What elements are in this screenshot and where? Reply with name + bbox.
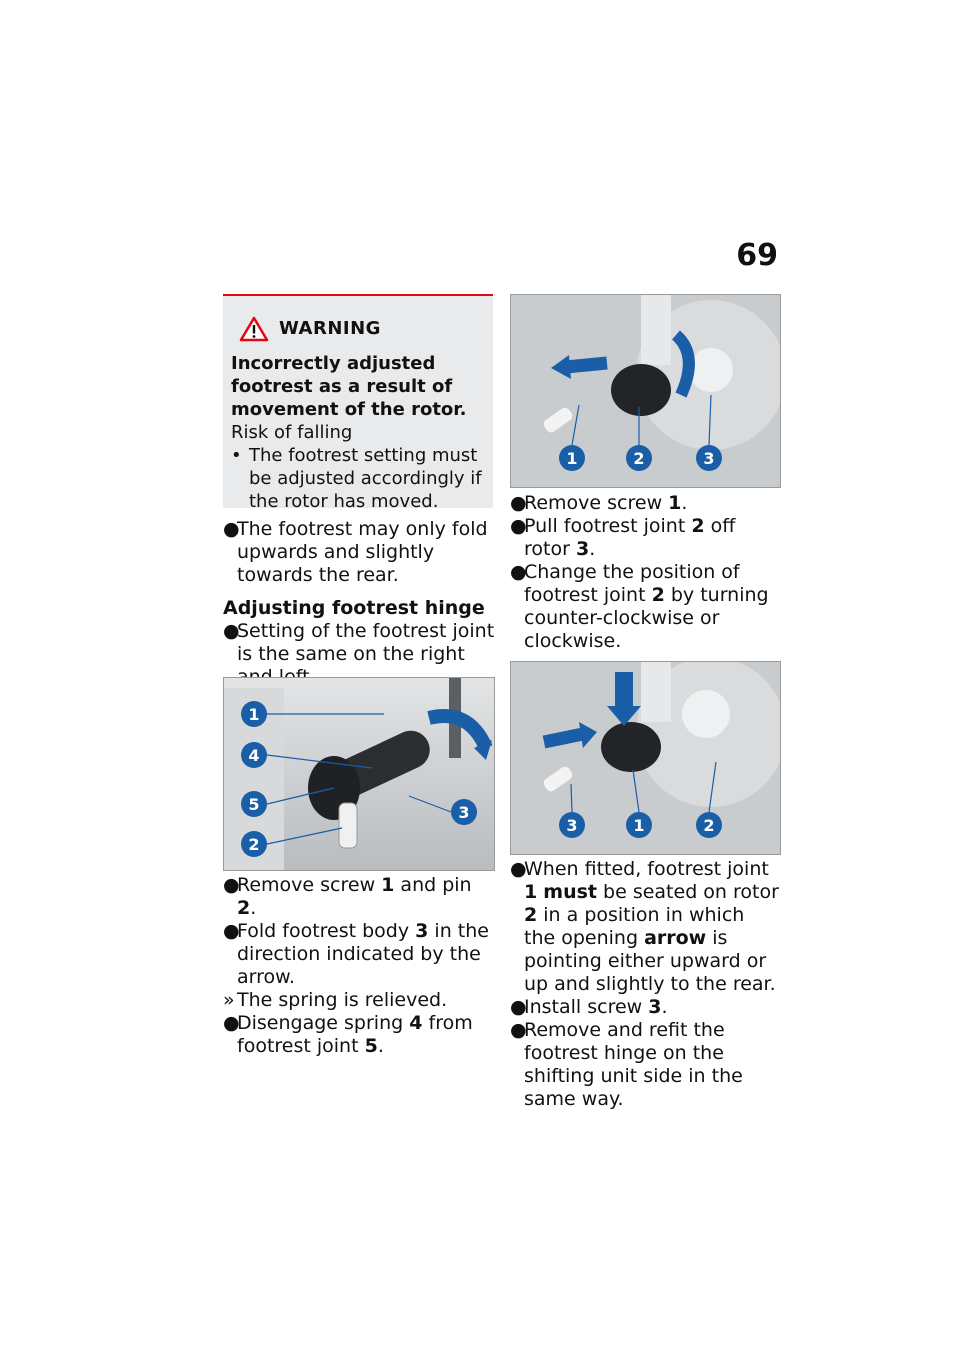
warning-header: [223, 316, 493, 342]
result-item: » The spring is relieved.: [223, 989, 448, 1011]
bullet-dot: ●: [223, 874, 240, 896]
svg-text:5: 5: [248, 795, 260, 814]
footrest-hinge-illustration: [224, 678, 494, 870]
list-item: ● Remove screw 1 and pin 2.: [223, 874, 472, 919]
list-item: ● Remove screw 1.: [510, 492, 688, 514]
warning-triangle-icon: [239, 316, 269, 342]
bullet-dot: ●: [510, 996, 527, 1018]
svg-text:3: 3: [566, 816, 578, 835]
bullet-dot: ●: [510, 858, 527, 880]
bullet-dot: ●: [223, 920, 240, 942]
svg-text:3: 3: [703, 449, 715, 468]
bullet-dot: ●: [223, 518, 240, 540]
figure-install-joint: [510, 661, 781, 855]
right-steps-b: [510, 858, 780, 1111]
bullet-dot: •: [231, 445, 242, 466]
svg-text:4: 4: [248, 746, 260, 765]
warning-title: WARNING: [279, 318, 381, 339]
list-item: ● Setting of the footrest joint is the same on the right: [223, 620, 495, 665]
bullet-dot: ●: [510, 492, 527, 514]
result-marker: »: [223, 989, 235, 1011]
svg-text:2: 2: [703, 816, 715, 835]
install-joint-illustration: [511, 662, 780, 854]
list-item: ● When fitted, footrest joint 1 must be seated on rotor 2 in a position in which the opening arrow is pointing either upward or up and slightly to the rear.: [510, 858, 779, 995]
warning-headline: Incorrectly adjusted footrest as a result of movement of the rotor.: [231, 353, 467, 420]
warning-risk: Risk of falling: [231, 422, 353, 443]
list-item: ● Disengage spring 4 from footrest joint 5.: [223, 1012, 473, 1057]
left-steps: [223, 874, 495, 1058]
bullet-dot: ●: [510, 1019, 527, 1041]
list-item: ● The footrest may only fold upwards and slightly towards the rear.: [223, 518, 488, 586]
list-item: ● Pull footrest joint 2 off rotor 3.: [510, 515, 736, 560]
svg-text:1: 1: [248, 705, 260, 724]
svg-text:2: 2: [248, 835, 260, 854]
bullet-dot: ●: [510, 561, 527, 583]
list-item: ● Remove and refit the footrest hinge on the shifting unit side in the same way.: [510, 1019, 743, 1110]
warning-box: [223, 294, 493, 512]
bullet-dot: ●: [223, 620, 240, 642]
figure-remove-joint: [510, 294, 781, 488]
right-steps-a: [510, 492, 780, 653]
list-item: ● Install screw 3.: [510, 996, 668, 1018]
remove-joint-illustration: [511, 295, 780, 487]
page-number: 69: [736, 238, 778, 273]
bullet-dot: ●: [223, 1012, 240, 1034]
warning-bullet: • The footrest setting must be adjusted accordingly if the rotor has moved.: [231, 445, 482, 512]
svg-text:1: 1: [633, 816, 645, 835]
list-item: ● Change the position of footrest joint 2 by turning counter-clockwise or clockwise.: [510, 561, 769, 652]
list-item: ● Fold footrest body 3 in the direction indicated by the arrow.: [223, 920, 489, 988]
svg-text:2: 2: [633, 449, 645, 468]
bullet-dot: ●: [510, 515, 527, 537]
figure-footrest-hinge: [223, 677, 495, 871]
left-text-top: [223, 518, 495, 689]
svg-text:1: 1: [566, 449, 578, 468]
svg-text:3: 3: [458, 803, 470, 822]
warning-body: [231, 352, 485, 513]
section-heading: Adjusting footrest hinge: [223, 597, 485, 619]
